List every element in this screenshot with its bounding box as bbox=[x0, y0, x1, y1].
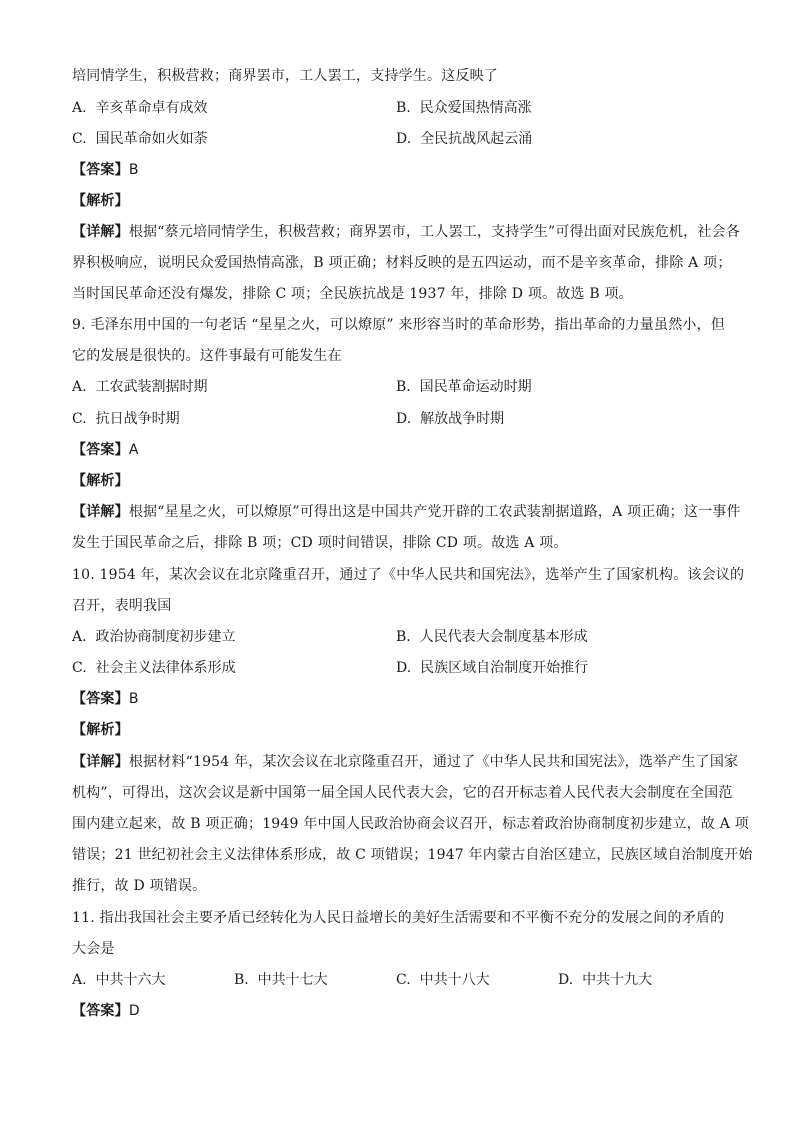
q9-option-d: D. 解放战争时期 bbox=[396, 411, 505, 427]
q8-option-c: C. 国民革命如火如荼 bbox=[72, 131, 208, 147]
q10-option-a: A. 政治协商制度初步建立 bbox=[72, 629, 236, 645]
q10-option-c: C. 社会主义法律体系形成 bbox=[72, 660, 236, 676]
detail-label: 【详解】 bbox=[72, 754, 129, 770]
q8-detail-line-1: 【详解】根据“蔡元培同情学生，积极营救；商界罢市，工人罢工，支持学生”可得出面对民族危机，社会各 bbox=[72, 224, 740, 240]
q9-analysis-label: 【解析】 bbox=[72, 473, 129, 489]
q9-answer bbox=[72, 440, 722, 460]
q10-answer bbox=[72, 689, 722, 709]
q9-detail-line-2: 发生于国民革命之后，排除 B 项；CD 项时间错误，排除 CD 项。故选 A 项。 bbox=[72, 535, 568, 551]
q9-option-b: B. 国民革命运动时期 bbox=[396, 379, 532, 395]
answer-value: B bbox=[128, 691, 139, 707]
q10-option-b: B. 人民代表大会制度基本形成 bbox=[396, 629, 588, 645]
q11-option-b: B. 中共十七大 bbox=[234, 972, 328, 988]
q10-stem-line-1: 10. 1954 年，某次会议在北京隆重召开，通过了《中华人民共和国宪法》，选举产生了国家机构。该会议的 bbox=[72, 567, 745, 583]
q10-stem-line-2: 召开，表明我国 bbox=[72, 598, 172, 614]
q8-detail-line-2: 界积极响应，说明民众爱国热情高涨，B 项正确；材料反映的是五四运动，而不是辛亥革命，排除 A 项； bbox=[72, 255, 732, 271]
q10-detail-line-5: 推行，故 D 项错误。 bbox=[72, 878, 207, 894]
q9-option-c: C. 抗日战争时期 bbox=[72, 411, 180, 427]
q8-option-d: D. 全民抗战风起云涌 bbox=[396, 131, 533, 147]
q11-answer bbox=[72, 1001, 722, 1021]
q10-detail-line-2: 机构”，可得出，这次会议是新中国第一届全国人民代表大会，它的召开标志着人民代表大会制度在全国范 bbox=[72, 785, 733, 801]
answer-label: 【答案】 bbox=[72, 162, 129, 178]
q11-option-c: C. 中共十八大 bbox=[396, 972, 490, 988]
q11-option-d: D. 中共十九大 bbox=[558, 972, 653, 988]
q8-analysis-label: 【解析】 bbox=[72, 193, 129, 209]
q11-stem-line-2: 大会是 bbox=[72, 941, 115, 957]
detail-label: 【详解】 bbox=[72, 224, 129, 240]
q9-detail-line-1: 【详解】根据“星星之火，可以燎原”可得出这是中国共产党开辟的工农武装割据道路，A 项正确；这一事件 bbox=[72, 504, 741, 520]
q8-option-a: A. 辛亥革命卓有成效 bbox=[72, 100, 208, 116]
q8-option-b: B. 民众爱国热情高涨 bbox=[396, 100, 532, 116]
q9-stem-line-1: 9. 毛泽东用中国的一句老话 “星星之火，可以燎原” 来形容当时的革命形势，指出革命的力量虽然小，但 bbox=[72, 317, 726, 333]
answer-label: 【答案】 bbox=[72, 1003, 129, 1019]
answer-value: D bbox=[128, 1003, 140, 1019]
q11-stem-line-1: 11. 指出我国社会主要矛盾已经转化为人民日益增长的美好生活需要和不平衡不充分的发展之间的矛盾的 bbox=[72, 910, 725, 926]
answer-value: B bbox=[128, 162, 139, 178]
answer-value: A bbox=[128, 442, 139, 458]
q10-analysis-label: 【解析】 bbox=[72, 722, 129, 738]
q8-answer bbox=[72, 160, 722, 180]
answer-label: 【答案】 bbox=[72, 691, 129, 707]
q9-option-a: A. 工农武装割据时期 bbox=[72, 379, 208, 395]
q10-detail-line-1: 【详解】根据材料“1954 年，某次会议在北京隆重召开，通过了《中华人民共和国宪法》，选举产生了国家 bbox=[72, 754, 739, 770]
q11-option-a: A. 中共十六大 bbox=[72, 972, 166, 988]
q8-stem-tail: 培同情学生，积极营救；商界罢市，工人罢工，支持学生。这反映了 bbox=[72, 68, 498, 84]
detail-label: 【详解】 bbox=[72, 504, 129, 520]
answer-label: 【答案】 bbox=[72, 442, 129, 458]
q10-option-d: D. 民族区域自治制度开始推行 bbox=[396, 660, 589, 676]
q10-detail-line-4: 错误；21 世纪初社会主义法律体系形成，故 C 项错误；1947 年内蒙古自治区建立，民族区域自治制度开始 bbox=[72, 847, 753, 863]
q10-detail-line-3: 围内建立起来，故 B 项正确；1949 年中国人民政治协商会议召开，标志着政治协商制度初步建立，故 A 项 bbox=[72, 816, 749, 832]
q9-stem-line-2: 它的发展是很快的。这件事最有可能发生在 bbox=[72, 348, 342, 364]
q8-detail-line-3: 当时国民革命还没有爆发，排除 C 项；全民族抗战是 1937 年，排除 D 项。故选 B 项。 bbox=[72, 286, 633, 302]
